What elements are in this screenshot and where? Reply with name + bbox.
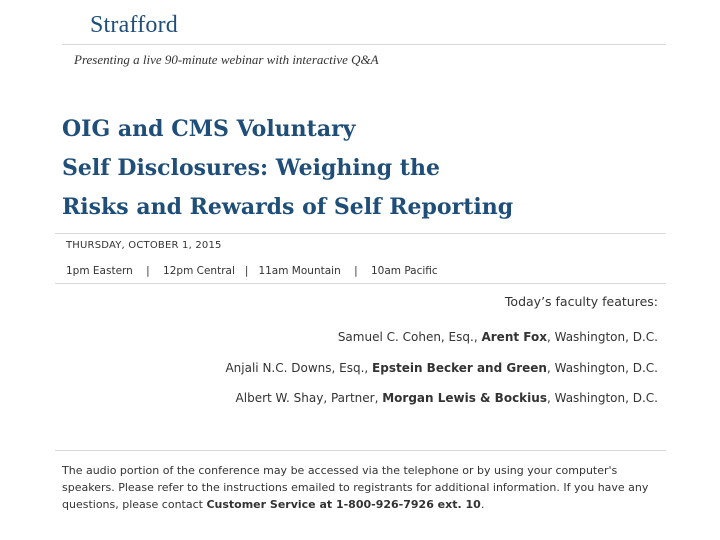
speaker-3-firm: Morgan Lewis & Bockius bbox=[382, 391, 547, 405]
speaker-2 bbox=[225, 361, 658, 375]
speaker-1-name: Samuel C. Cohen, Esq., bbox=[337, 330, 482, 344]
strafford-logo: Strafford bbox=[90, 12, 179, 38]
speaker-1 bbox=[338, 330, 658, 344]
webinar-date: THURSDAY, OCTOBER 1, 2015 bbox=[66, 240, 222, 251]
speaker-2-location: , Washington, D.C. bbox=[546, 361, 658, 375]
speaker-3-location: , Washington, D.C. bbox=[546, 391, 658, 405]
tagline: Presenting a live 90-minute webinar with interactive Q&A bbox=[74, 52, 379, 67]
audio-instructions-text: The audio portion of the conference may be accessed via the telephone or by using your computer's speakers. Please refer to the instructions emailed to registrants for additional information. If you have any questions, please contact bbox=[62, 464, 649, 511]
title-line-3: Risks and Rewards of Self Reporting bbox=[62, 194, 514, 220]
divider-top bbox=[55, 233, 666, 234]
title-line-2: Self Disclosures: Weighing the bbox=[62, 155, 440, 181]
title-line-1: OIG and CMS Voluntary bbox=[62, 116, 356, 142]
faculty-intro: Today’s faculty features: bbox=[504, 294, 658, 309]
divider-bottom bbox=[55, 450, 666, 451]
divider-middle bbox=[55, 283, 666, 284]
speaker-3 bbox=[236, 391, 658, 405]
audio-instructions-end: . bbox=[480, 498, 485, 511]
customer-service-contact: Customer Service at 1-800-926-7926 ext. 10 bbox=[206, 498, 481, 511]
speaker-3-name: Albert W. Shay, Partner, bbox=[235, 391, 383, 405]
speaker-2-firm: Epstein Becker and Green bbox=[372, 361, 547, 375]
webinar-times: 1pm Eastern | 12pm Central | 11am Mountain | 10am Pacific bbox=[66, 265, 438, 277]
speaker-2-name: Anjali N.C. Downs, Esq., bbox=[225, 361, 373, 375]
speaker-1-firm: Arent Fox bbox=[481, 330, 547, 344]
speaker-1-location: , Washington, D.C. bbox=[546, 330, 658, 344]
webinar-title bbox=[62, 110, 672, 227]
header-divider bbox=[62, 44, 666, 45]
audio-instructions bbox=[62, 462, 667, 513]
